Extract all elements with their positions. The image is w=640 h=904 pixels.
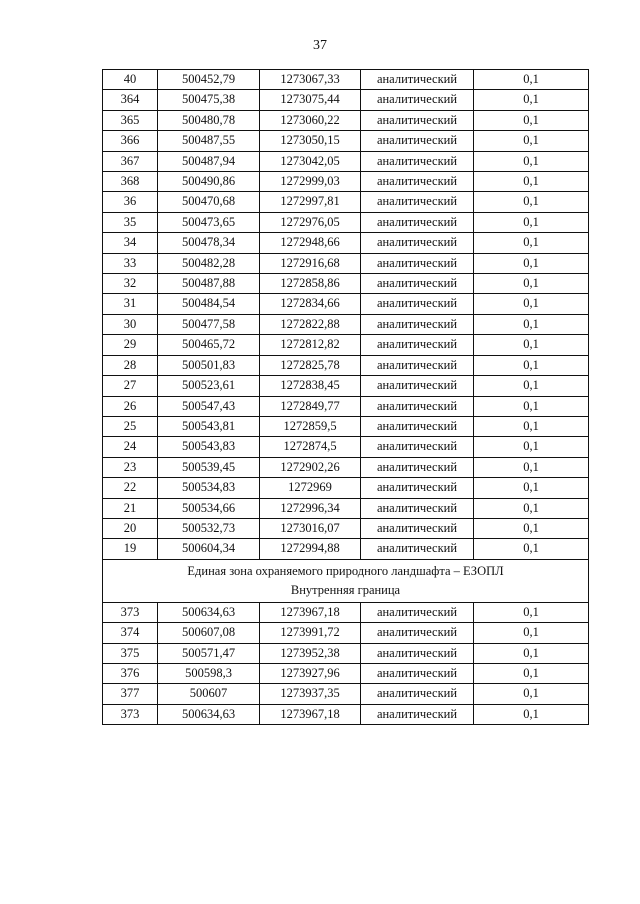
method-cell: аналитический (361, 274, 474, 294)
table-row (103, 131, 589, 151)
y-coordinate-cell: 1272916,68 (260, 253, 361, 273)
point-number-cell: 32 (103, 274, 158, 294)
table-row (103, 376, 589, 396)
method-cell: аналитический (361, 457, 474, 477)
y-coordinate-cell: 1272834,66 (260, 294, 361, 314)
accuracy-cell: 0,1 (474, 663, 589, 683)
accuracy-cell: 0,1 (474, 355, 589, 375)
accuracy-cell: 0,1 (474, 110, 589, 130)
table-row (103, 498, 589, 518)
section-header-body (103, 559, 589, 602)
accuracy-cell: 0,1 (474, 90, 589, 110)
table-row (103, 663, 589, 683)
y-coordinate-cell: 1273042,05 (260, 151, 361, 171)
x-coordinate-cell: 500470,68 (158, 192, 260, 212)
table-row (103, 314, 589, 334)
table-row (103, 518, 589, 538)
method-cell: аналитический (361, 212, 474, 232)
table-row (103, 192, 589, 212)
method-cell: аналитический (361, 539, 474, 559)
table-row (103, 294, 589, 314)
accuracy-cell: 0,1 (474, 233, 589, 253)
point-number-cell: 20 (103, 518, 158, 538)
y-coordinate-cell: 1273075,44 (260, 90, 361, 110)
method-cell: аналитический (361, 131, 474, 151)
x-coordinate-cell: 500490,86 (158, 172, 260, 192)
table-row (103, 355, 589, 375)
accuracy-cell: 0,1 (474, 172, 589, 192)
y-coordinate-cell: 1273967,18 (260, 704, 361, 724)
y-coordinate-cell: 1272997,81 (260, 192, 361, 212)
x-coordinate-cell: 500480,78 (158, 110, 260, 130)
point-number-cell: 25 (103, 416, 158, 436)
method-cell: аналитический (361, 376, 474, 396)
table-row (103, 539, 589, 559)
y-coordinate-cell: 1272999,03 (260, 172, 361, 192)
x-coordinate-cell: 500487,88 (158, 274, 260, 294)
coordinates-table (102, 69, 589, 725)
table-row (103, 274, 589, 294)
accuracy-cell: 0,1 (474, 294, 589, 314)
y-coordinate-cell: 1273060,22 (260, 110, 361, 130)
x-coordinate-cell: 500543,83 (158, 437, 260, 457)
accuracy-cell: 0,1 (474, 684, 589, 704)
point-number-cell: 366 (103, 131, 158, 151)
accuracy-cell: 0,1 (474, 253, 589, 273)
point-number-cell: 33 (103, 253, 158, 273)
method-cell: аналитический (361, 233, 474, 253)
accuracy-cell: 0,1 (474, 518, 589, 538)
table-row (103, 233, 589, 253)
y-coordinate-cell: 1273937,35 (260, 684, 361, 704)
table-row (103, 602, 589, 622)
x-coordinate-cell: 500604,34 (158, 539, 260, 559)
x-coordinate-cell: 500487,94 (158, 151, 260, 171)
y-coordinate-cell: 1272948,66 (260, 233, 361, 253)
point-number-cell: 374 (103, 623, 158, 643)
point-number-cell: 30 (103, 314, 158, 334)
method-cell: аналитический (361, 294, 474, 314)
method-cell: аналитический (361, 314, 474, 334)
x-coordinate-cell: 500634,63 (158, 602, 260, 622)
accuracy-cell: 0,1 (474, 70, 589, 90)
point-number-cell: 28 (103, 355, 158, 375)
accuracy-cell: 0,1 (474, 131, 589, 151)
y-coordinate-cell: 1273067,33 (260, 70, 361, 90)
point-number-cell: 36 (103, 192, 158, 212)
accuracy-cell: 0,1 (474, 623, 589, 643)
y-coordinate-cell: 1272874,5 (260, 437, 361, 457)
x-coordinate-cell: 500532,73 (158, 518, 260, 538)
y-coordinate-cell: 1273967,18 (260, 602, 361, 622)
x-coordinate-cell: 500607 (158, 684, 260, 704)
y-coordinate-cell: 1273050,15 (260, 131, 361, 151)
x-coordinate-cell: 500478,34 (158, 233, 260, 253)
y-coordinate-cell: 1272996,34 (260, 498, 361, 518)
y-coordinate-cell: 1273016,07 (260, 518, 361, 538)
x-coordinate-cell: 500523,61 (158, 376, 260, 396)
method-cell: аналитический (361, 335, 474, 355)
table-row (103, 478, 589, 498)
method-cell: аналитический (361, 396, 474, 416)
table-row (103, 416, 589, 436)
table-row (103, 70, 589, 90)
point-number-cell: 365 (103, 110, 158, 130)
x-coordinate-cell: 500482,28 (158, 253, 260, 273)
table-row (103, 396, 589, 416)
x-coordinate-cell: 500477,58 (158, 314, 260, 334)
x-coordinate-cell: 500598,3 (158, 663, 260, 683)
x-coordinate-cell: 500484,54 (158, 294, 260, 314)
x-coordinate-cell: 500607,08 (158, 623, 260, 643)
point-number-cell: 24 (103, 437, 158, 457)
x-coordinate-cell: 500501,83 (158, 355, 260, 375)
point-number-cell: 22 (103, 478, 158, 498)
x-coordinate-cell: 500487,55 (158, 131, 260, 151)
accuracy-cell: 0,1 (474, 602, 589, 622)
point-number-cell: 376 (103, 663, 158, 683)
point-number-cell: 21 (103, 498, 158, 518)
table-row (103, 457, 589, 477)
accuracy-cell: 0,1 (474, 704, 589, 724)
method-cell: аналитический (361, 253, 474, 273)
x-coordinate-cell: 500539,45 (158, 457, 260, 477)
accuracy-cell: 0,1 (474, 192, 589, 212)
y-coordinate-cell: 1272858,86 (260, 274, 361, 294)
y-coordinate-cell: 1272812,82 (260, 335, 361, 355)
point-number-cell: 368 (103, 172, 158, 192)
point-number-cell: 27 (103, 376, 158, 396)
y-coordinate-cell: 1273991,72 (260, 623, 361, 643)
table-row (103, 704, 589, 724)
point-number-cell: 373 (103, 704, 158, 724)
point-number-cell: 364 (103, 90, 158, 110)
method-cell: аналитический (361, 110, 474, 130)
x-coordinate-cell: 500534,66 (158, 498, 260, 518)
y-coordinate-cell: 1272859,5 (260, 416, 361, 436)
accuracy-cell: 0,1 (474, 335, 589, 355)
x-coordinate-cell: 500465,72 (158, 335, 260, 355)
point-number-cell: 29 (103, 335, 158, 355)
table-row (103, 253, 589, 273)
page-number: 37 (313, 38, 327, 53)
point-number-cell: 367 (103, 151, 158, 171)
method-cell: аналитический (361, 172, 474, 192)
x-coordinate-cell: 500534,83 (158, 478, 260, 498)
point-number-cell: 26 (103, 396, 158, 416)
x-coordinate-cell: 500543,81 (158, 416, 260, 436)
accuracy-cell: 0,1 (474, 212, 589, 232)
method-cell: аналитический (361, 355, 474, 375)
method-cell: аналитический (361, 478, 474, 498)
section-subtitle: Внутренняя граница (290, 582, 401, 597)
y-coordinate-cell: 1272969 (260, 478, 361, 498)
table-row (103, 623, 589, 643)
accuracy-cell: 0,1 (474, 314, 589, 334)
method-cell: аналитический (361, 498, 474, 518)
table-row (103, 110, 589, 130)
x-coordinate-cell: 500547,43 (158, 396, 260, 416)
method-cell: аналитический (361, 684, 474, 704)
accuracy-cell: 0,1 (474, 643, 589, 663)
method-cell: аналитический (361, 416, 474, 436)
x-coordinate-cell: 500571,47 (158, 643, 260, 663)
x-coordinate-cell: 500634,63 (158, 704, 260, 724)
section-title: Единая зона охраняемого природного ландшафта – ЕЗОПЛ (187, 563, 504, 578)
table-row (103, 172, 589, 192)
x-coordinate-cell: 500452,79 (158, 70, 260, 90)
y-coordinate-cell: 1272825,78 (260, 355, 361, 375)
point-number-cell: 377 (103, 684, 158, 704)
y-coordinate-cell: 1272849,77 (260, 396, 361, 416)
method-cell: аналитический (361, 518, 474, 538)
y-coordinate-cell: 1273952,38 (260, 643, 361, 663)
point-number-cell: 23 (103, 457, 158, 477)
method-cell: аналитический (361, 623, 474, 643)
method-cell: аналитический (361, 643, 474, 663)
accuracy-cell: 0,1 (474, 498, 589, 518)
point-number-cell: 375 (103, 643, 158, 663)
accuracy-cell: 0,1 (474, 478, 589, 498)
point-number-cell: 35 (103, 212, 158, 232)
section-header-cell (103, 559, 589, 602)
point-number-cell: 34 (103, 233, 158, 253)
y-coordinate-cell: 1272838,45 (260, 376, 361, 396)
accuracy-cell: 0,1 (474, 376, 589, 396)
accuracy-cell: 0,1 (474, 437, 589, 457)
section-header-row (103, 559, 589, 602)
table-row (103, 90, 589, 110)
y-coordinate-cell: 1272976,05 (260, 212, 361, 232)
coordinates-table-body-bottom (103, 602, 589, 724)
y-coordinate-cell: 1272902,26 (260, 457, 361, 477)
method-cell: аналитический (361, 437, 474, 457)
table-row (103, 437, 589, 457)
method-cell: аналитический (361, 704, 474, 724)
table-row (103, 212, 589, 232)
accuracy-cell: 0,1 (474, 416, 589, 436)
point-number-cell: 31 (103, 294, 158, 314)
table-row (103, 643, 589, 663)
point-number-cell: 373 (103, 602, 158, 622)
table-row (103, 684, 589, 704)
y-coordinate-cell: 1272994,88 (260, 539, 361, 559)
method-cell: аналитический (361, 70, 474, 90)
y-coordinate-cell: 1273927,96 (260, 663, 361, 683)
x-coordinate-cell: 500473,65 (158, 212, 260, 232)
x-coordinate-cell: 500475,38 (158, 90, 260, 110)
accuracy-cell: 0,1 (474, 539, 589, 559)
accuracy-cell: 0,1 (474, 151, 589, 171)
accuracy-cell: 0,1 (474, 274, 589, 294)
table-row (103, 335, 589, 355)
coordinates-table-body-top (103, 70, 589, 560)
method-cell: аналитический (361, 192, 474, 212)
y-coordinate-cell: 1272822,88 (260, 314, 361, 334)
point-number-cell: 40 (103, 70, 158, 90)
method-cell: аналитический (361, 602, 474, 622)
accuracy-cell: 0,1 (474, 396, 589, 416)
table-row (103, 151, 589, 171)
method-cell: аналитический (361, 663, 474, 683)
method-cell: аналитический (361, 151, 474, 171)
method-cell: аналитический (361, 90, 474, 110)
point-number-cell: 19 (103, 539, 158, 559)
accuracy-cell: 0,1 (474, 457, 589, 477)
